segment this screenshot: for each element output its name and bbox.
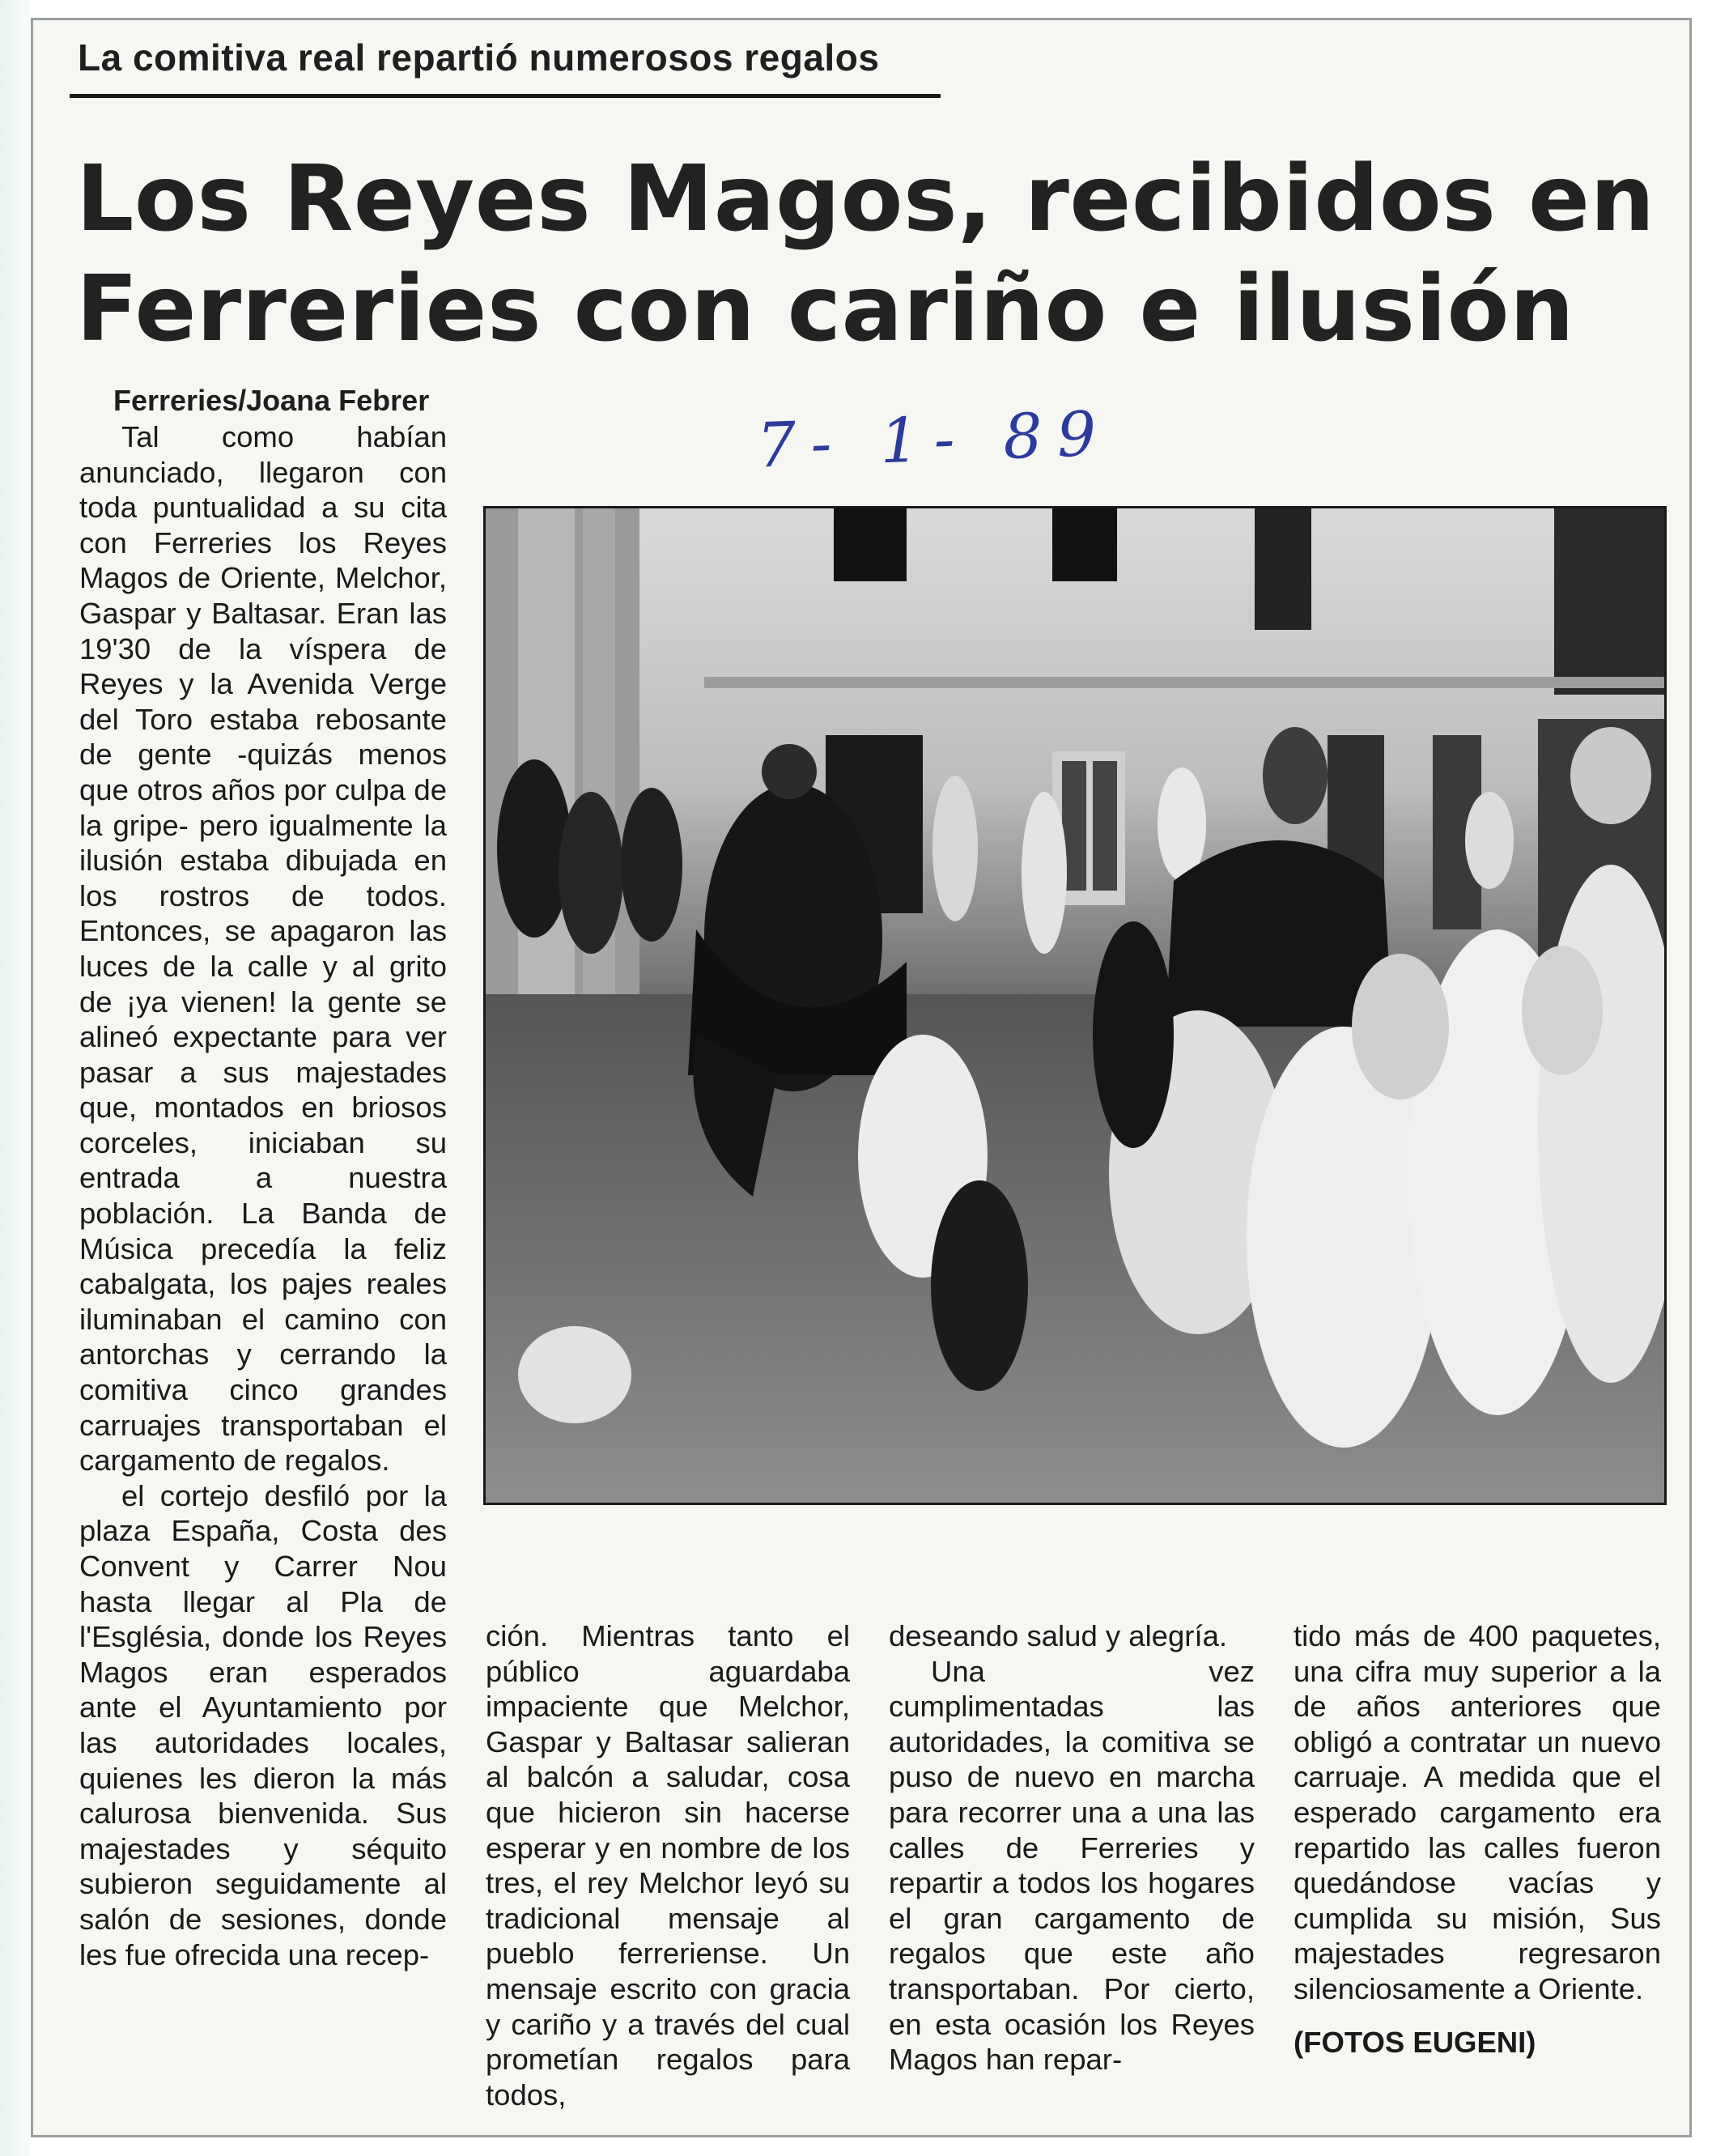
scan-edge [0, 0, 29, 2156]
headline [76, 144, 1663, 364]
news-photo [486, 508, 1664, 1503]
paragraph: tido más de 400 paquetes, una cifra muy superior a la de años anteriores que obligó a contratar un nuevo carruaje. A medida que el esperado cargamento era repartido las calles fueron quedándose vacías y cumplida su misión, Sus majestades regresaron silenciosamente a Oriente. [1294, 1619, 1661, 2005]
photo-credit: (FOTOS EUGENI) [1294, 2025, 1536, 2059]
paragraph: el cortejo desfiló por la plaza España, Costa des Convent y Carrer Nou hasta llegar al Pla de l'Església, donde los Reyes Magos eran esperados ante el Ayuntamiento por las autoridades locales, quienes les dieron la más calurosa bienvenida. Sus majestades y séquito subieron seguidamente al salón de sesiones, donde les fue ofrecida una recep- [79, 1478, 447, 1971]
column-4 [1294, 1618, 1661, 2060]
headline-line-1: Los Reyes Magos, recibidos en [76, 147, 1655, 252]
headline-line-2: Ferreries con cariño e ilusión [76, 257, 1575, 362]
paragraph: Tal como habían anunciado, llegaron con toda puntualidad a su cita con Ferreries los Reyes Magos de Oriente, Melchor, Gaspar y Baltasar. Eran las 19'30 de la víspera de Reyes y la Avenida Verge del Toro estaba rebosante de gente -quizás menos que otros años por culpa de la gripe- pero igualmente la ilusión estaba dibujada en los rostros de todos. Entonces, se apagaron las luces de la calle y al grito de ¡ya vienen! la gente se alineó expectante para ver pasar a sus majestades que, montados en briosos corceles, iniciaban su entrada a nuestra población. La Banda de Música precedía la feliz cabalgata, los pajes reales iluminaban el camino con antorchas y cerrando la comitiva cinco grandes carruajes transportaban el cargamento de regalos. [79, 420, 447, 1478]
paragraph: Una vez cumplimentadas las autoridades, la comitiva se puso de nuevo en marcha para recorrer una a una las calles de Ferreries y repartir a todos los hogares el gran cargamento de regalos que este año transportaban. Por cierto, en esta ocasión los Reyes Magos han repar- [889, 1654, 1255, 2077]
paragraph: deseando salud y alegría. [889, 1619, 1228, 1652]
photo-cavalcade-illustration [486, 508, 1664, 1503]
column-3 [889, 1618, 1255, 2077]
kicker-rule [70, 94, 941, 98]
column-2 [486, 1618, 850, 2112]
handwritten-date: 7- 1- 89 [755, 397, 1112, 482]
kicker: La comitiva real repartió numerosos regalos [78, 36, 880, 79]
byline: Ferreries/Joana Febrer [113, 384, 430, 417]
paragraph: ción. Mientras tanto el público aguardaba impaciente que Melchor, Gaspar y Baltasar salieran al balcón a saludar, cosa que hicieron sin hacerse esperar y en nombre de los tres, el rey Melchor leyó su tradicional mensaje al pueblo ferreriense. Un mensaje escrito con gracia y cariño y a través del cual prometían regalos para todos, [486, 1619, 850, 2111]
column-1 [79, 419, 447, 1972]
